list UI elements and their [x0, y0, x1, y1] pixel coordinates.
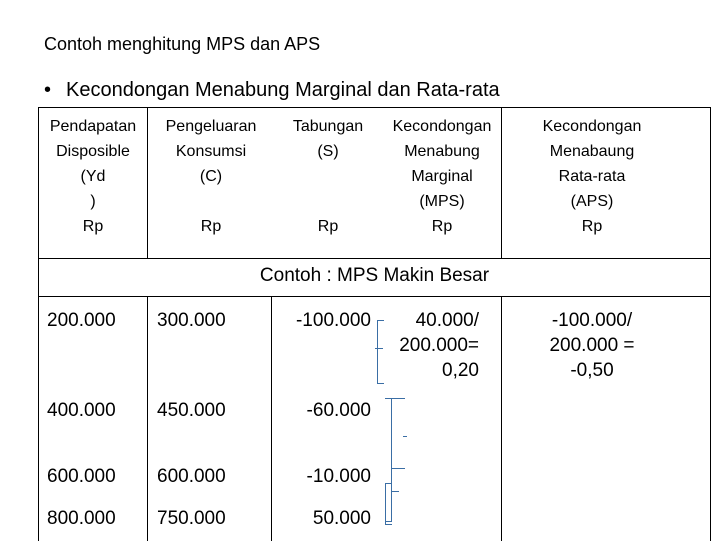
cell-yd: 200.000 [47, 310, 116, 331]
table-subtitle: Contoh : MPS Makin Besar [259, 265, 490, 286]
bracket-tick [391, 398, 405, 399]
bracket-tick [375, 348, 383, 349]
cell-yd: 400.000 [47, 400, 116, 421]
header-text: Rp [200, 218, 222, 235]
header-text: Menabaung [549, 143, 635, 160]
cell-s: -100.000 [295, 310, 371, 331]
cell-c: 450.000 [157, 400, 226, 421]
cell-c: 300.000 [157, 310, 226, 331]
header-divider [147, 108, 148, 258]
header-text: Konsumsi [175, 143, 247, 160]
header-text: Pendapatan [49, 118, 137, 135]
bullet-text: Kecondongan Menabung Marginal dan Rata-rata [66, 79, 500, 101]
header-text [271, 164, 385, 189]
header-bottom-line [39, 258, 710, 259]
mps-aps-table [38, 107, 711, 541]
mps-line: 40.000/ [415, 310, 479, 331]
bullet-heading [44, 79, 500, 102]
bracket-annotation [377, 320, 384, 384]
header-text: Rp [317, 218, 339, 235]
header-text: Rp [581, 218, 603, 235]
header-text [149, 189, 273, 214]
header-yd [39, 114, 147, 239]
header-text: Rp [431, 218, 453, 235]
page-title: Contoh menghitung MPS dan APS [44, 34, 321, 54]
body-divider [501, 296, 502, 541]
subtitle-bottom-line [39, 296, 710, 297]
cell-c: 600.000 [157, 466, 226, 487]
bracket-tick [391, 491, 399, 492]
header-text: Rp [82, 218, 104, 235]
header-text: Tabungan [292, 118, 364, 135]
bullet-dot: • [44, 79, 52, 101]
header-text: (S) [317, 143, 339, 160]
cell-yd: 600.000 [47, 466, 116, 487]
bracket-annotation [385, 483, 392, 525]
cell-aps [529, 308, 655, 383]
header-text: (Yd [80, 168, 106, 185]
header-mps [383, 114, 501, 239]
aps-line: 200.000 = [549, 335, 635, 356]
aps-line: -100.000/ [551, 310, 633, 331]
mps-line: 0,20 [442, 360, 479, 381]
cell-s: -60.000 [306, 400, 371, 421]
header-text: (APS) [570, 193, 614, 210]
header-text: Pengeluaran [165, 118, 257, 135]
bracket-tick [403, 436, 407, 437]
cell-s: -10.000 [306, 466, 371, 487]
header-text: (MPS) [419, 193, 465, 210]
cell-s: 50.000 [312, 508, 371, 529]
header-text: (C) [199, 168, 223, 185]
aps-line: -0,50 [570, 360, 614, 381]
cell-yd: 800.000 [47, 508, 116, 529]
header-text: Disposible [56, 143, 130, 160]
header-text [271, 189, 385, 214]
header-aps [529, 114, 655, 239]
header-s [271, 114, 385, 239]
header-text: Kecondongan [392, 118, 492, 135]
header-text: Menabung [404, 143, 480, 160]
bracket-tick [391, 468, 405, 469]
body-divider [147, 296, 148, 541]
header-text: ) [90, 193, 96, 210]
header-text: Rata-rata [558, 168, 626, 185]
header-divider [501, 108, 502, 258]
header-text: Marginal [411, 168, 473, 185]
header-text: Kecondongan [542, 118, 642, 135]
cell-c: 750.000 [157, 508, 226, 529]
cell-mps [379, 308, 479, 383]
mps-line: 200.000= [399, 335, 479, 356]
header-c [149, 114, 273, 239]
